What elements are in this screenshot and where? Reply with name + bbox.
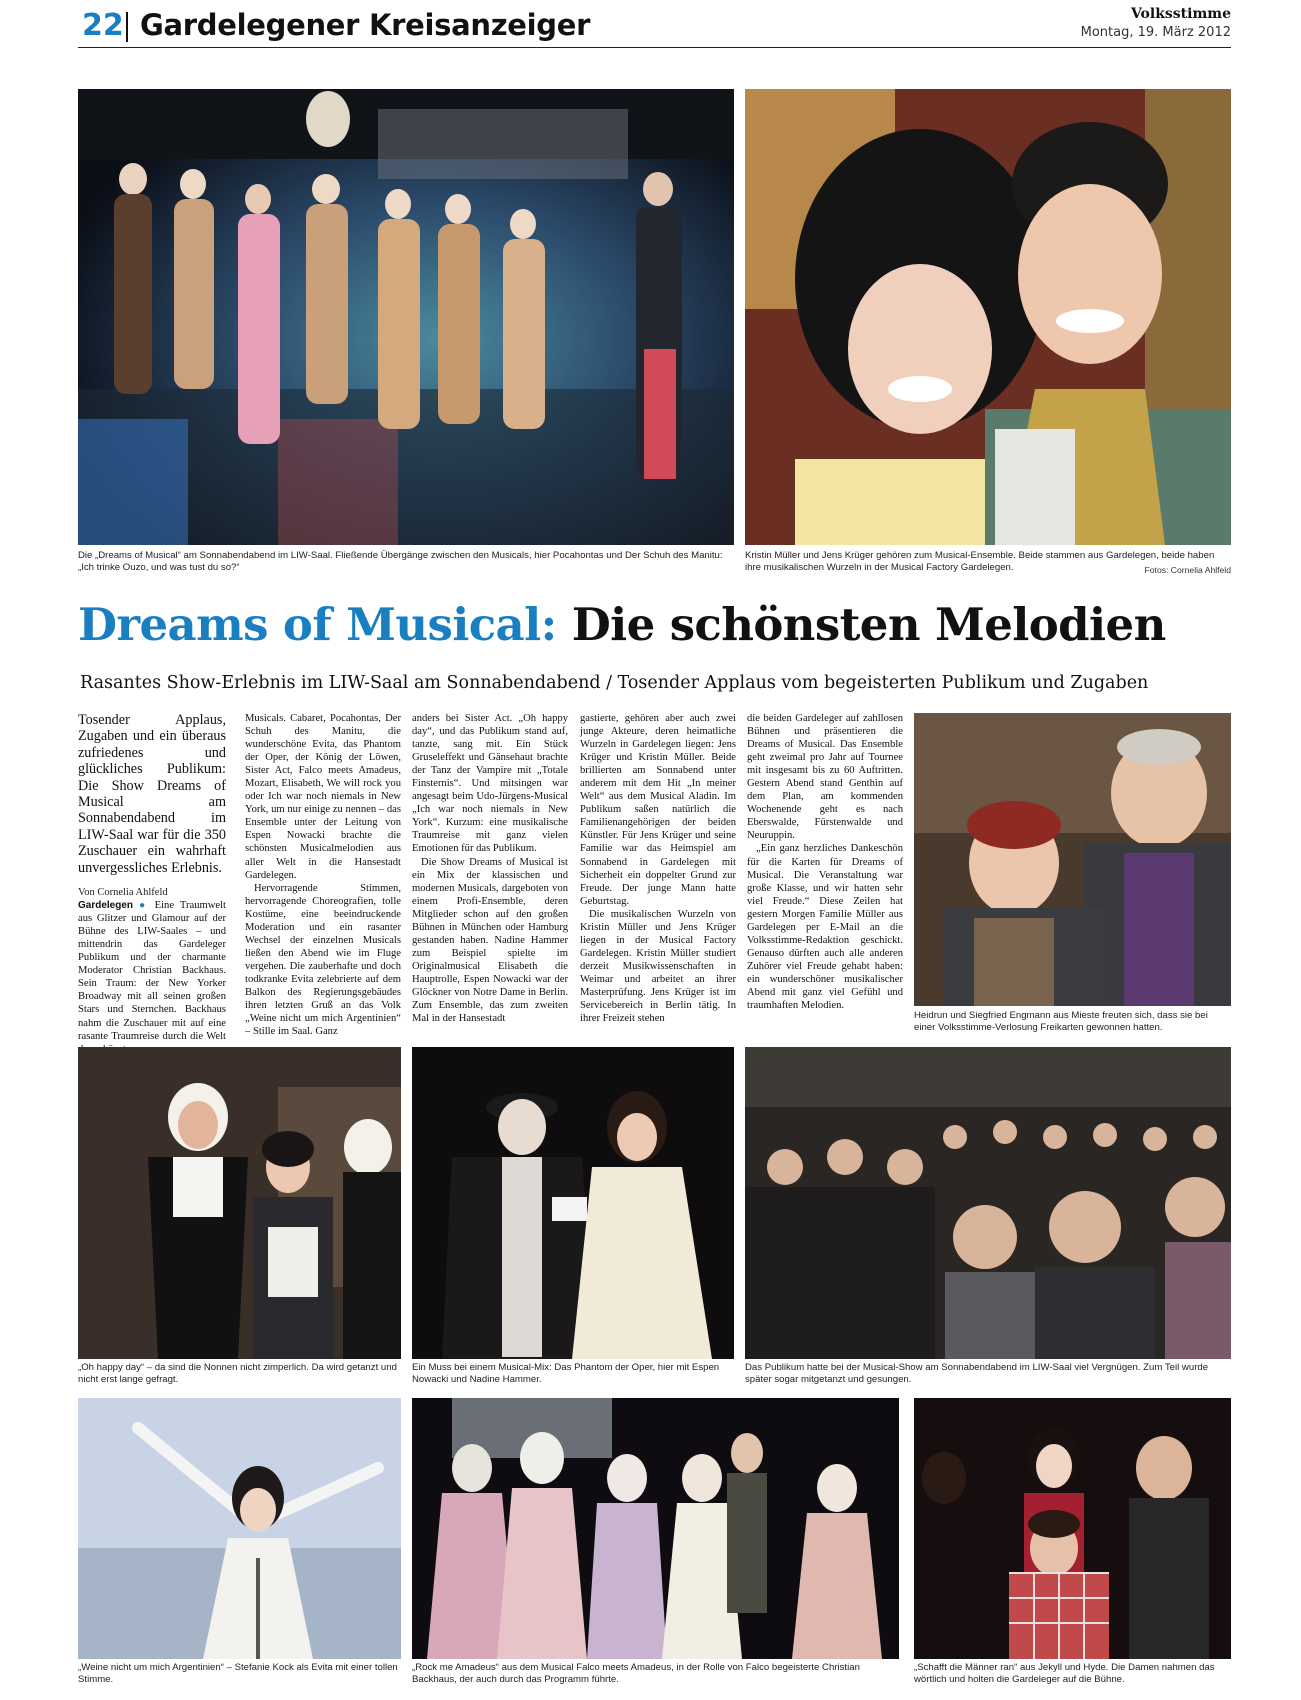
caption-jekyll: „Schafft die Männer ran“ aus Jekyll und Hyde. Die Damen nahmen das wörtlich und holten die Gardeleger auf die Bühne.	[914, 1662, 1215, 1685]
issue-date: Montag, 19. März 2012	[1080, 25, 1231, 40]
caption-nuns: „Oh happy day“ – da sind die Nonnen nicht zimperlich. Da wird getanzt und nicht erst lange gefragt.	[78, 1362, 397, 1385]
dateline-location: Gardelegen	[78, 900, 134, 912]
article-column-5	[747, 712, 903, 1012]
header-separator	[126, 12, 128, 42]
article-paragraph: „Ein ganz herzliches Dankeschön für die Karten für Dreams of Musical. Die Veranstaltung war große Klasse, und wir hatten sehr viel Freude.“ Diese Zeilen hat gestern Morgen Familie Müller aus Gardelegen per E-Mail an die Volksstimme-Redaktion geschickt. Genauso dürften auch alle anderen Zuhörer viel Freude gehabt haben: ein wunderschöner musikalischer Abend mit ganz viel Gefühl und traumhaften Melodien.	[747, 843, 903, 1012]
caption-couple: Kristin Müller und Jens Krüger gehören zum Musical-Ensemble. Beide stammen aus Gardelegen, beide haben ihre musikalischen Wurzeln in der Musical Factory Gardelegen.	[745, 550, 1215, 573]
photo-evita	[78, 1398, 401, 1659]
article-paragraph: Die musikalischen Wurzeln von Kristin Müller und Jens Krüger liegen in der Musical Factory Gardelegen. Kristin Müller studiert derzeit Musikwissenschaften in Weimar und arbeitet an ihrer Masterprüfung. Jens Krüger ist im Servicebereich in Berlin tätig. In ihrer Freizeit stehen	[580, 908, 736, 1025]
article-paragraph: Die Show Dreams of Musical ist ein Mix der klassischen und modernen Musicals, dargeboten von einem Profi-Ensemble, deren Mitglieder schon auf den großen Bühnen in München oder Hamburg gestanden haben. Nadine Hammer zum Beispiel spielte im Originalmusical Elisabeth die Hauptrolle, Espen Nowacki war der Glöckner von Notre Dame in Berlin. Zum Ensemble, das zum zweiten Mal in der Hansestadt	[412, 856, 568, 1025]
photo-couple	[745, 89, 1231, 545]
article-column-4	[580, 712, 736, 1025]
caption-evita: „Weine nicht um mich Argentinien“ – Stefanie Kock als Evita mit einer tollen Stimme.	[78, 1662, 398, 1685]
article-column-2	[245, 712, 401, 1038]
article-paragraph: Hervorragende Stimmen, hervorragende Choreografien, tolle Kostüme, eine beeindruckende Moderation und ein rasanter Wechsel der einzelnen Musicals ließen den Abend wie im Fluge vergehen. Die zauberhafte und doch todkranke Evita zelebrierte auf dem Balkon des Regierungsgebäudes ihren letzten Gruß an das Volk „Weine nicht um mich Argentinien“ – Stille im Saal. Ganz	[245, 882, 401, 1038]
article-paragraph: Musicals. Cabaret, Pocahontas, Der Schuh des Manitu, die wunderschöne Evita, das Phantom der Oper, der König der Löwen, Sister Act, Falco meets Amadeus, Mozart, Elisabeth, We will rock you oder Ich war noch niemals in New York, um nur einige zu nennen – das Ensemble unter der Leitung von Espen Nowacki brachte die schönsten Musicalmelodien aus aller Welt in die Hansestadt Gardelegen.	[245, 713, 401, 881]
article-byline: Von Cornelia Ahlfeld	[78, 887, 168, 899]
photo-nuns	[78, 1047, 401, 1359]
headline-blue-part: Dreams of Musical:	[78, 598, 557, 651]
page-number: 22	[82, 8, 124, 43]
article-column-3	[412, 712, 568, 1025]
photo-phantom	[412, 1047, 734, 1359]
photo-audience	[745, 1047, 1231, 1359]
photo-engmann	[914, 713, 1231, 1006]
photo-falco-amadeus	[412, 1398, 899, 1659]
photo-jekyll-hyde	[914, 1398, 1231, 1659]
newspaper-name: Volksstimme	[1130, 6, 1231, 22]
article-lead: Tosender Applaus, Zugaben und ein überaus zufriedenes und glückliches Publikum: Die Show Dreams of Musical am Sonnabendabend im LIW-Saal war für die 350 Zuschauer ein wahrhaft unvergessliches Erlebnis.	[78, 712, 226, 876]
caption-falco: „Rock me Amadeus“ aus dem Musical Falco meets Amadeus, in der Rolle von Falco begeisterte Christian Backhaus, der auch durch das Programm führte.	[412, 1662, 860, 1685]
section-title: Gardelegener Kreisanzeiger	[140, 8, 591, 42]
caption-audience: Das Publikum hatte bei der Musical-Show am Sonnabendabend im LIW-Saal viel Vergnügen. Zum Teil wurde später sogar mitgetanzt und gesungen.	[745, 1362, 1209, 1385]
caption-stage: Die „Dreams of Musical“ am Sonnabendabend im LIW-Saal. Fließende Übergänge zwischen den Musicals, hier Pocahontas und Der Schuh des Manitu: „Ich trinke Ouzo, und was tust du so?“	[78, 550, 723, 573]
article-headline	[78, 598, 1166, 651]
article-text: Eine Traumwelt aus Glitzer und Glamour auf der Bühne des LIW-Saales – und mittendrin das Gardeleger Publikum und der charmante Moderator Christian Backhaus. Sein Traum: der New Yorker Broadway mit all seinen großen Stars und Sternchen. Backhaus nahm die Zuschauer mit auf eine rasante Traumreise durch die Welt	[78, 900, 226, 1042]
photo-credit: Fotos: Cornelia Ahlfeld	[1144, 565, 1231, 575]
article-paragraph: anders bei Sister Act. „Oh happy day“, und das Publikum stand auf, tanzte, sang mit. Ein Stück Gruseleffekt und Gänsehaut brachte der Tanz der Vampire mit „Totale Finsternis“. Und mitsingen war angesagt beim Udo-Jürgens-Musical „Ich war noch niemals in New York“. Kurzum: eine musikalische Traumreise mit ganz vielen Emotionen für das Publikum.	[412, 713, 568, 855]
dateline-dot-icon: ●	[139, 900, 149, 912]
headline-black-part: Die schönsten Melodien	[571, 598, 1166, 651]
header-rule	[78, 47, 1231, 48]
article-paragraph: die beiden Gardeleger auf zahllosen Bühnen und präsentieren die Dreams of Musical. Das Ensemble geht zweimal pro Jahr auf Tournee mit insgesamt bis zu 60 Auftritten. Gestern Abend stand Genthin auf dem Plan, am kommenden Wochenende geht es nach Eberswalde, Fürstenwalde und Neuruppin.	[747, 713, 903, 842]
article-paragraph: gastierte, gehören aber auch zwei junge Akteure, deren heimatliche Wurzeln in Gardelegen liegen: Jens Krüger und Kristin Müller. Beide brillierten am Sonnabend unter anderem mit dem Hit „In meiner Welt“ aus dem Musical Aladin. Im Publikum saßen natürlich die Familienangehörigen der beiden Künstler. Für Jens Krüger und seine Familie war das Heimspiel am Sonnabend in Gardelegen mit Sicherheit ein doppelter Grund zur Freude. Der junge Mann hatte Geburtstag.	[580, 713, 736, 907]
article-paragraph	[78, 899, 226, 1056]
photo-stage-pocahontas	[78, 89, 734, 545]
article-column-1	[78, 712, 226, 1056]
article-subheadline: Rasantes Show-Erlebnis im LIW-Saal am Sonnabendabend / Tosender Applaus vom begeisterten Publikum und Zugaben	[80, 673, 1149, 693]
caption-engmann: Heidrun und Siegfried Engmann aus Mieste freuten sich, dass sie bei einer Volksstimme-Verlosung Freikarten gewonnen hatten.	[914, 1010, 1208, 1033]
caption-phantom: Ein Muss bei einem Musical-Mix: Das Phantom der Oper, hier mit Espen Nowacki und Nadine Hammer.	[412, 1362, 720, 1385]
